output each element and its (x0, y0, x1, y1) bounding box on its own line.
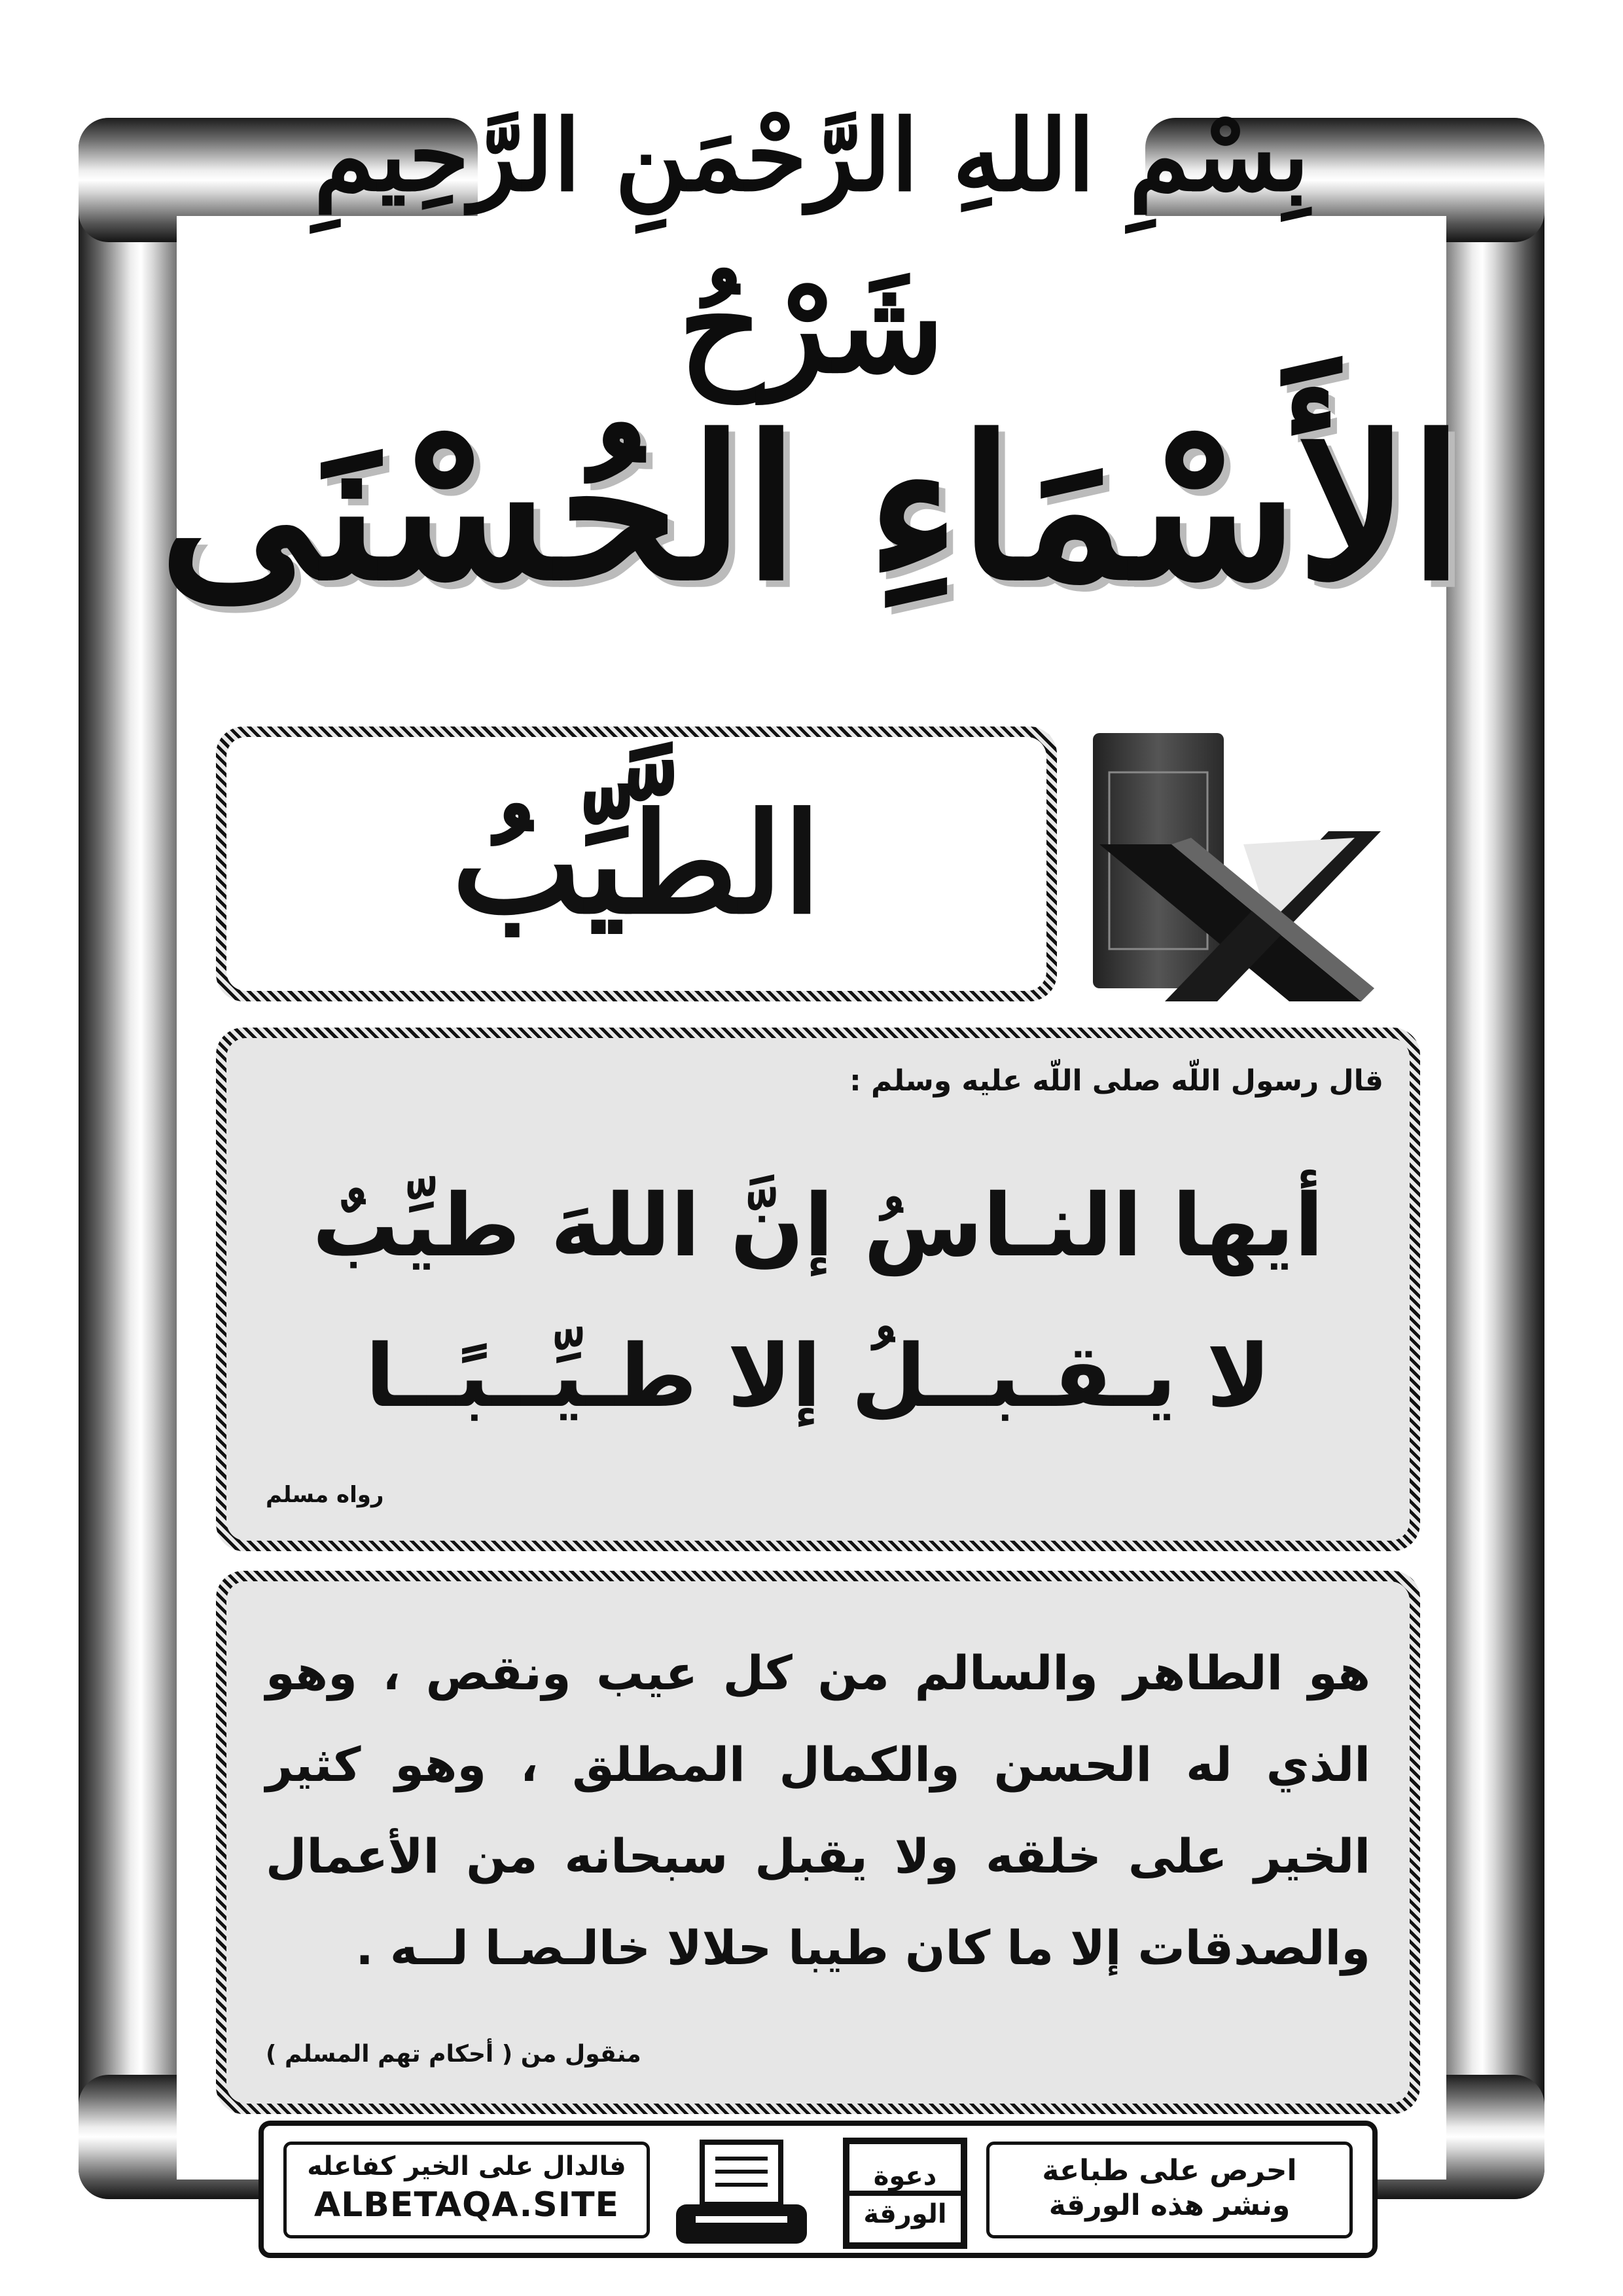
hadith-card (216, 1028, 1420, 1551)
quran-on-stand-icon (1080, 726, 1407, 1014)
footer-site-block (283, 2142, 650, 2238)
footer-banner (259, 2121, 1378, 2258)
divine-name: الطَّيِّبُ (452, 783, 821, 944)
basmala: بِسْمِ اللهِ الرَّحْمَنِ الرَّحِيمِ (313, 98, 1310, 213)
footer-print-line-1: احرص على طباعة (1042, 2154, 1297, 2187)
hadith-line-2: لا يـقـبــلُ إلا طـيِّــبًــا (365, 1326, 1271, 1427)
dawat-alwaraqa-logo (840, 2138, 971, 2249)
logo-text: دعوة الورقة (863, 2161, 947, 2229)
name-card (216, 726, 1057, 1001)
hadith-line-1: أيها النـاسُ إنَّ اللهَ طيِّبٌ (312, 1175, 1324, 1276)
footer-print-block (986, 2142, 1353, 2238)
hadith-intro: قال رسول اللّه صلى اللّه عليه وسلم : (849, 1064, 1383, 1098)
description-source: منقول من ( أحكام تهم المسلم ) (266, 2041, 641, 2068)
footer-site-link[interactable]: ALBETAQA.SITE (313, 2185, 620, 2225)
printer-icon (669, 2139, 813, 2250)
page-title: الأَسْمَاءِ الحُسْنَى (159, 393, 1464, 624)
footer-print-line-2: ونشر هذه الورقة (1048, 2189, 1291, 2222)
description-card (216, 1571, 1420, 2114)
page-subtitle: شَرْحُ (678, 249, 945, 403)
footer-tagline: فالدال على الخير كفاعله (307, 2151, 626, 2181)
hadith-source: رواه مسلم (266, 1482, 384, 1508)
description-text: هو الطاهر والسالم من كل عيب ونقص ، وهو الذي له الحسن والكمال المطلق ، وهو كثير الخير على خلقه ولا يقبل سبحانه من الأعمال والصدقات إلا ما كان طيبا حلالا خالـصـا لــه . (266, 1645, 1370, 1975)
